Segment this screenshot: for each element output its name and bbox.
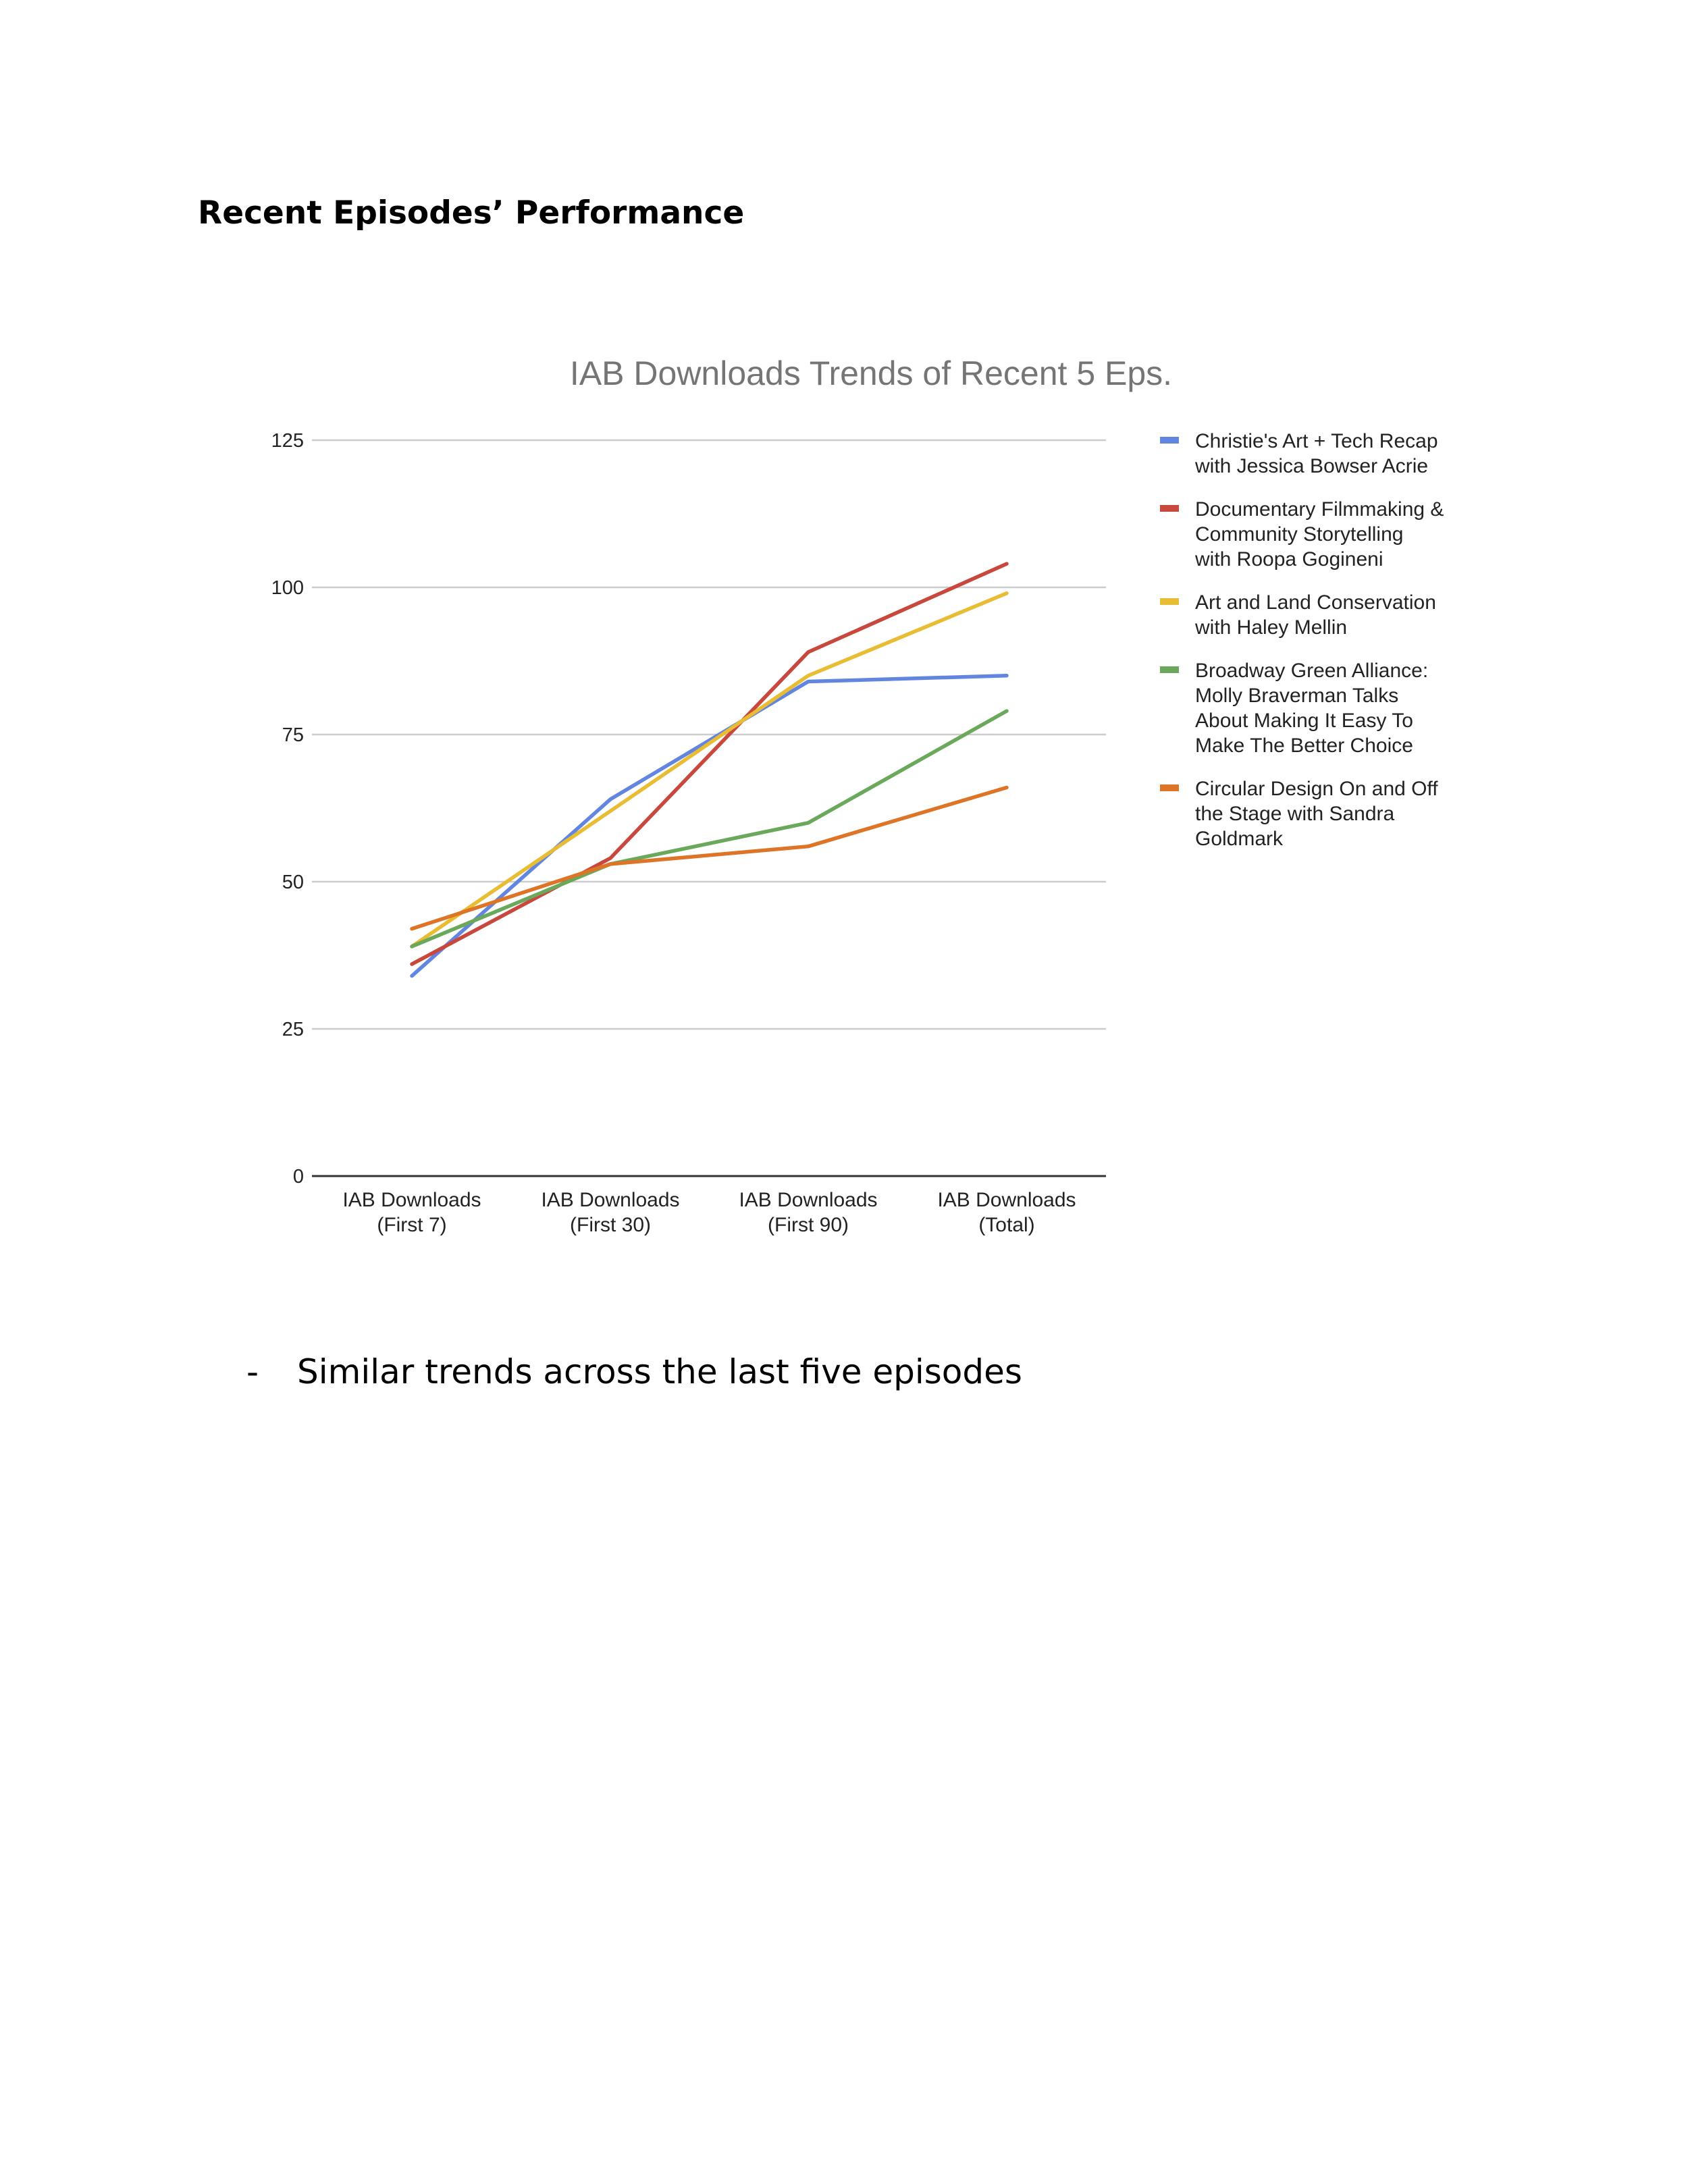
series-line-2: [412, 564, 1007, 964]
legend-label: Goldmark: [1195, 828, 1284, 850]
y-axis-ticks: [271, 430, 304, 1188]
x-tick-label: (Total): [978, 1214, 1035, 1236]
legend-label: Community Storytelling: [1195, 523, 1404, 545]
legend-label: with Roopa Gogineni: [1195, 548, 1383, 570]
chart-title: IAB Downloads Trends of Recent 5 Eps.: [569, 354, 1173, 392]
x-tick-label: IAB Downloads: [739, 1189, 878, 1211]
x-tick-label: IAB Downloads: [342, 1189, 481, 1211]
legend-swatch: [1160, 666, 1179, 673]
x-tick-label: (First 7): [377, 1214, 447, 1236]
y-tick-label: 0: [292, 1166, 304, 1188]
legend: [1160, 430, 1444, 850]
legend-item-4: [1160, 660, 1428, 757]
y-tick-label: 100: [271, 577, 304, 599]
series-line-1: [412, 676, 1007, 976]
y-tick-label: 75: [282, 724, 304, 746]
x-tick-label: IAB Downloads: [541, 1189, 680, 1211]
legend-item-1: [1160, 430, 1438, 477]
legend-label: About Making It Easy To: [1195, 710, 1413, 732]
legend-swatch: [1160, 437, 1179, 444]
legend-swatch: [1160, 598, 1179, 605]
legend-label: with Jessica Bowser Acrie: [1195, 455, 1429, 477]
legend-label: Documentary Filmmaking &: [1195, 498, 1444, 521]
legend-label: Art and Land Conservation: [1195, 591, 1436, 614]
legend-item-5: [1160, 778, 1438, 850]
bullet-item: [246, 1352, 1022, 1391]
legend-swatch: [1160, 784, 1179, 791]
y-tick-label: 125: [271, 430, 304, 452]
legend-label: the Stage with Sandra: [1195, 803, 1395, 825]
bullet-marker: -: [246, 1352, 259, 1391]
legend-item-3: [1160, 591, 1436, 639]
y-tick-label: 50: [282, 872, 304, 893]
y-tick-label: 25: [282, 1019, 304, 1040]
legend-label: with Haley Mellin: [1195, 616, 1348, 639]
legend-label: Molly Braverman Talks: [1195, 685, 1399, 707]
legend-label: Broadway Green Alliance:: [1195, 660, 1429, 682]
legend-item-2: [1160, 498, 1444, 570]
series-line-3: [412, 593, 1007, 947]
legend-label: Make The Better Choice: [1195, 735, 1413, 757]
x-axis-ticks: [342, 1189, 1076, 1236]
x-tick-label: (First 30): [570, 1214, 651, 1236]
legend-label: Circular Design On and Off: [1195, 778, 1438, 800]
bullet-text: Similar trends across the last five episodes: [297, 1352, 1022, 1391]
x-tick-label: (First 90): [768, 1214, 849, 1236]
x-tick-label: IAB Downloads: [937, 1189, 1076, 1211]
legend-swatch: [1160, 505, 1179, 512]
gridlines: [312, 440, 1106, 1176]
series-lines: [412, 564, 1007, 976]
page-heading: Recent Episodes’ Performance: [198, 194, 745, 232]
series-line-4: [412, 711, 1007, 947]
legend-label: Christie's Art + Tech Recap: [1195, 430, 1438, 452]
